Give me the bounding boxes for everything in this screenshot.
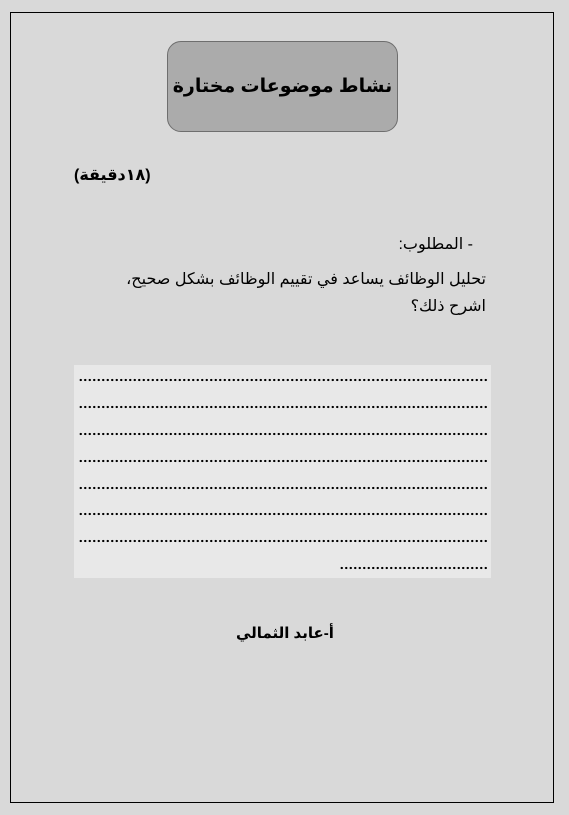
teacher-signature: أ-عابد الثمالي <box>236 625 334 642</box>
answer-line <box>78 539 488 543</box>
required-label: - المطلوب: <box>398 236 473 253</box>
answer-line <box>78 405 488 409</box>
answer-line <box>78 432 488 436</box>
answer-line <box>78 459 488 463</box>
answer-line <box>78 512 488 516</box>
answer-line <box>78 378 488 382</box>
duration-label: (١٨دقيقة) <box>74 167 151 184</box>
answer-line <box>78 486 488 490</box>
question-text: تحليل الوظائف يساعد في تقييم الوظائف بشكل صحيح، اشرح ذلك؟ <box>126 271 486 315</box>
title-box <box>167 41 398 132</box>
answer-line <box>340 566 488 570</box>
page-title: نشاط موضوعات مختارة <box>172 76 393 97</box>
answer-area[interactable] <box>74 365 491 578</box>
